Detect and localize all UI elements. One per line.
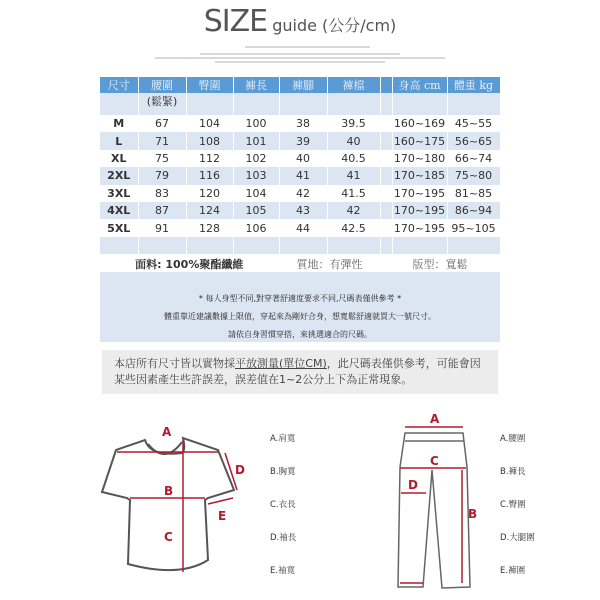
table-cell: 40.5 [327, 150, 380, 167]
table-cell: 102 [233, 150, 279, 167]
table-cell: 39.5 [327, 115, 380, 132]
table-cell: 100 [233, 115, 279, 132]
legend-item: D.袖長 [270, 533, 297, 543]
table-cell: 120 [186, 185, 233, 202]
title-sub: guide (公分/cm) [272, 16, 397, 35]
header-cell: 尺寸 [100, 77, 138, 93]
table-cell: 160~169 [392, 115, 447, 132]
decorative-text-line [245, 46, 370, 48]
marker-a: A [430, 412, 440, 426]
table-cell: 170~195 [392, 219, 447, 236]
marker-c: C [164, 530, 173, 544]
legend-item: E.袖寬 [270, 566, 296, 576]
table-cell: 81~85 [447, 185, 500, 202]
table-cell: 42 [327, 202, 380, 219]
table-cell: 79 [138, 167, 186, 184]
marker-d: D [408, 478, 418, 492]
table-cell: 41 [279, 167, 327, 184]
table-cell: 56~65 [447, 132, 500, 149]
size-label: 2XL [100, 167, 138, 184]
note-line: 體重靠近建議數據上限值，穿起來為剛好合身，想寬鬆舒適就買大一號尺寸。 [164, 312, 436, 321]
table-cell: 170~185 [392, 167, 447, 184]
table-cell: 160~175 [392, 132, 447, 149]
spacer-cell [380, 115, 392, 132]
size-label: XL [100, 150, 138, 167]
table-cell: 128 [186, 219, 233, 236]
table-row [100, 185, 500, 202]
note-line: * 每人身型不同,對穿著舒適度要求不同,尺碼表僅供參考 * [198, 294, 402, 303]
table-cell: 91 [138, 219, 186, 236]
table-cell: 170~195 [392, 202, 447, 219]
legend-item: D.大腿圍 [500, 533, 535, 543]
disclaimer-underlined: 平放測量(單位CM) [235, 357, 327, 370]
table-cell: 112 [186, 150, 233, 167]
spacer-cell [380, 167, 392, 184]
tshirt-diagram [90, 410, 250, 600]
table-cell: 103 [233, 167, 279, 184]
table-cell: 44 [279, 219, 327, 236]
table-cell: 108 [186, 132, 233, 149]
header-cell: 褲長 [233, 77, 279, 93]
header-cell: 體重 kg [447, 77, 500, 93]
table-header [100, 77, 500, 93]
header-cell: 褲檔 [327, 77, 380, 93]
note-line: 請依自身習慣穿搭，來挑選適合的尺碼。 [228, 330, 372, 339]
legend-item: A.腰圍 [500, 434, 526, 444]
header-cell: 身高 cm [392, 77, 447, 93]
table-cell: 75~80 [447, 167, 500, 184]
table-cell: 116 [186, 167, 233, 184]
fit-notes [100, 272, 500, 342]
table-row [100, 167, 500, 184]
header-cell: 腰圍 [138, 77, 186, 93]
decorative-text-line [200, 53, 400, 55]
table-row [100, 237, 500, 254]
table-cell: 43 [279, 202, 327, 219]
table-row [100, 150, 500, 167]
table-cell: 170~195 [392, 185, 447, 202]
header-cell: 臀圍 [186, 77, 233, 93]
spacer-cell [380, 132, 392, 149]
table-cell: 39 [279, 132, 327, 149]
marker-d: D [235, 463, 245, 477]
table-cell: 41.5 [327, 185, 380, 202]
table-cell: 105 [233, 202, 279, 219]
size-table [100, 77, 501, 273]
marker-c: C [430, 454, 439, 468]
spacer-cell [380, 202, 392, 219]
fabric-row [100, 254, 500, 273]
elastic-note: (鬆緊) [138, 93, 186, 115]
spacer-cell [380, 150, 392, 167]
table-cell: 95~105 [447, 219, 500, 236]
disclaimer-text: ，此尺碼表僅供參考，可能會因某些因素產生些許誤差，誤差值在1~2公分上下為正常現象。 [114, 357, 481, 386]
fit-info: 版型：寬鬆 [380, 254, 500, 273]
marker-b: B [468, 507, 478, 521]
marker-b: B [164, 484, 174, 498]
table-row [100, 202, 500, 219]
legend-item: C.衣長 [270, 500, 296, 510]
table-cell: 101 [233, 132, 279, 149]
size-label: M [100, 115, 138, 132]
table-cell: 104 [186, 115, 233, 132]
decorative-text-line [155, 57, 445, 59]
table-cell: 67 [138, 115, 186, 132]
header-cell: 褲腳 [279, 77, 327, 93]
legend-item: B.胸寬 [270, 467, 296, 477]
legend-item: A.肩寬 [270, 434, 296, 444]
table-cell: 83 [138, 185, 186, 202]
size-guide-title [0, 4, 600, 39]
size-label: L [100, 132, 138, 149]
legend-item: B.褲長 [500, 467, 526, 477]
table-cell: 40 [327, 132, 380, 149]
table-cell: 42 [279, 185, 327, 202]
decorative-text-line [215, 61, 385, 63]
table-cell: 40 [279, 150, 327, 167]
legend-item: C.臀圍 [500, 500, 526, 510]
fabric-info: 面料: 100%聚酯纖維 [100, 254, 279, 273]
table-cell: 106 [233, 219, 279, 236]
header-cell [380, 77, 392, 93]
measurement-disclaimer [102, 350, 498, 394]
table-cell: 71 [138, 132, 186, 149]
size-label: 4XL [100, 202, 138, 219]
table-cell: 124 [186, 202, 233, 219]
table-cell: 41 [327, 167, 380, 184]
table-cell: 66~74 [447, 150, 500, 167]
table-cell: 75 [138, 150, 186, 167]
table-cell: 104 [233, 185, 279, 202]
title-main: SIZE [203, 4, 268, 39]
size-label: 3XL [100, 185, 138, 202]
spacer-cell [380, 219, 392, 236]
table-row [100, 219, 500, 236]
disclaimer-text: 本店所有尺寸皆以實物採 [114, 357, 235, 370]
legend-item: E.褲圍 [500, 566, 526, 576]
spacer-cell [380, 185, 392, 202]
table-row [100, 115, 500, 132]
table-row [100, 93, 500, 115]
texture-info: 質地：有彈性 [279, 254, 380, 273]
marker-e: E [218, 509, 227, 523]
table-cell: 45~55 [447, 115, 500, 132]
table-cell: 42.5 [327, 219, 380, 236]
table-cell: 38 [279, 115, 327, 132]
table-cell: 86~94 [447, 202, 500, 219]
pants-diagram [360, 405, 480, 600]
table-cell: 170~180 [392, 150, 447, 167]
table-row [100, 132, 500, 149]
size-label: 5XL [100, 219, 138, 236]
marker-a: A [162, 425, 172, 439]
table-cell: 87 [138, 202, 186, 219]
